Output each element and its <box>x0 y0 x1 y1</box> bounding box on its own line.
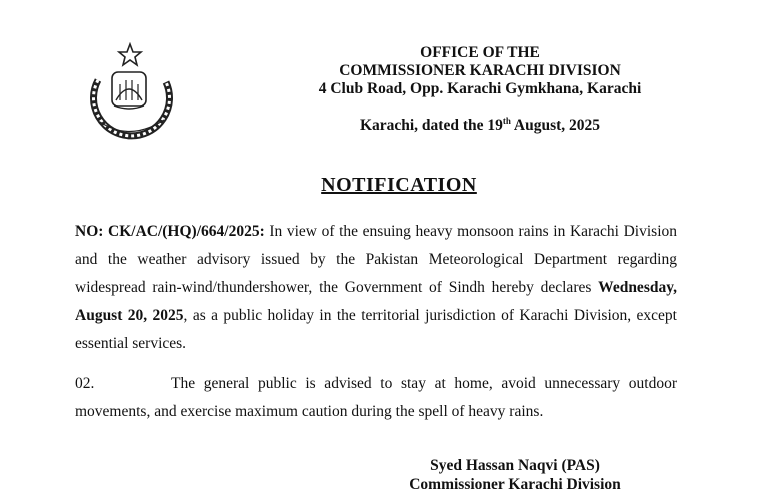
paragraph-2-number: 02. <box>75 375 95 392</box>
signature-block <box>380 456 650 494</box>
dated-ordinal: th <box>502 116 511 126</box>
signatory-name: Syed Hassan Naqvi (PAS) <box>430 457 600 474</box>
office-line-1: OFFICE OF THE <box>420 44 540 61</box>
office-address: 4 Club Road, Opp. Karachi Gymkhana, Karachi <box>318 80 642 97</box>
reference-number: NO: CK/AC/(HQ)/664/2025: <box>75 223 265 240</box>
paragraph-1 <box>75 218 677 358</box>
paragraph-2-text: The general public is advised to stay at home, avoid unnecessary outdoor movements, and exercise maximum caution during the spell of heavy rains. <box>75 375 677 420</box>
signatory-designation: Commissioner Karachi Division <box>409 476 621 493</box>
dated-rest: August, 2025 <box>510 117 601 135</box>
holiday-date: Wednesday, August 20, 2025 <box>75 279 677 324</box>
paragraph-1-text-a: In view of the ensuing heavy monsoon rains in Karachi Division and the weather advisory issued by the Pakistan Meteorological Department regarding widespread rain-wind/thundershower, the Government of Sindh hereby declares <box>75 223 677 296</box>
paragraph-1-text-b: , as a public holiday in the territorial jurisdiction of Karachi Division, except essential services. <box>75 307 677 352</box>
dated-line <box>300 116 660 135</box>
notification-title: NOTIFICATION <box>321 174 477 196</box>
dated-prefix: Karachi, dated the 19 <box>359 117 503 135</box>
office-line-2: COMMISSIONER KARACHI DIVISION <box>339 62 621 79</box>
paragraph-2 <box>75 370 677 426</box>
government-of-sindh-seal-icon <box>80 42 180 142</box>
